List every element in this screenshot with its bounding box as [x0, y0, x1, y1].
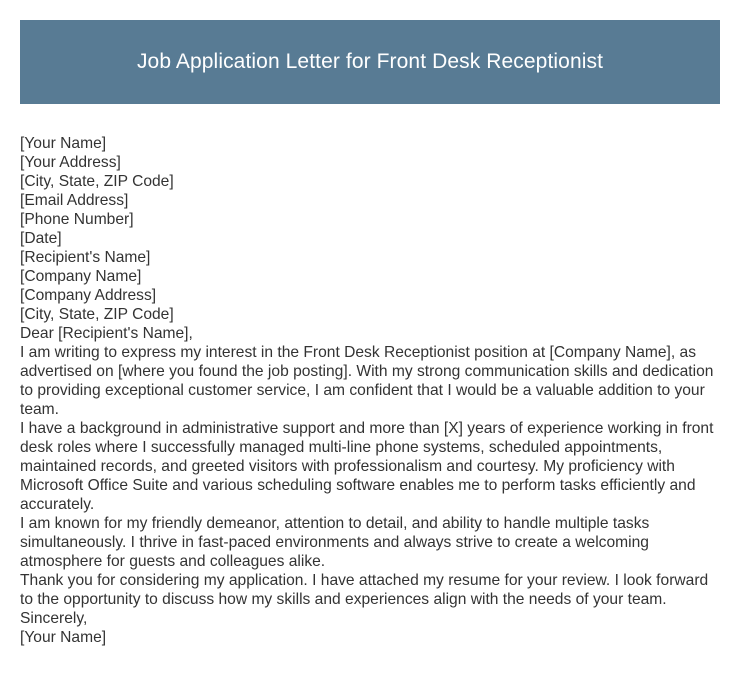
- salutation: Dear [Recipient's Name],: [20, 325, 193, 342]
- paragraph-intro: I am writing to express my interest in the Front Desk Receptionist position at [Company Name], as advertised on [where you found the job posting]. With my strong communication skills and dedication to providing exceptional customer service, I am confident that I would be a valuable addition to your team.: [20, 344, 714, 418]
- sender-phone: [Phone Number]: [20, 211, 134, 228]
- company-city-state-zip: [City, State, ZIP Code]: [20, 306, 174, 323]
- company-name: [Company Name]: [20, 268, 142, 285]
- letter-body: [20, 134, 722, 647]
- sender-email: [Email Address]: [20, 192, 129, 209]
- title-banner: [20, 20, 720, 104]
- paragraph-qualities: I am known for my friendly demeanor, attention to detail, and ability to handle multiple tasks simultaneously. I thrive in fast-paced environments and always strive to create a welcoming atmosphere for guests and colleagues alike.: [20, 515, 650, 570]
- company-address: [Company Address]: [20, 287, 157, 304]
- page-title: Job Application Letter for Front Desk Receptionist: [136, 50, 604, 73]
- paragraph-closing: Thank you for considering my application. I have attached my resume for your review. I look forward to the opportunity to discuss how my skills and experiences align with the needs of your team.: [20, 572, 709, 608]
- sender-address: [Your Address]: [20, 154, 121, 171]
- paragraph-experience: I have a background in administrative support and more than [X] years of experience working in front desk roles where I successfully managed multi-line phone systems, scheduled appointments, maintained records, and greeted visitors with professionalism and courtesy. My proficiency with Microsoft Office Suite and various scheduling software enables me to perform tasks efficiently and accurately.: [20, 420, 714, 513]
- sender-name: [Your Name]: [20, 135, 107, 152]
- closing-phrase: Sincerely,: [20, 610, 88, 627]
- letter-date: [Date]: [20, 230, 62, 247]
- recipient-name: [Recipient's Name]: [20, 249, 151, 266]
- sender-city-state-zip: [City, State, ZIP Code]: [20, 173, 174, 190]
- signature-name: [Your Name]: [20, 629, 107, 646]
